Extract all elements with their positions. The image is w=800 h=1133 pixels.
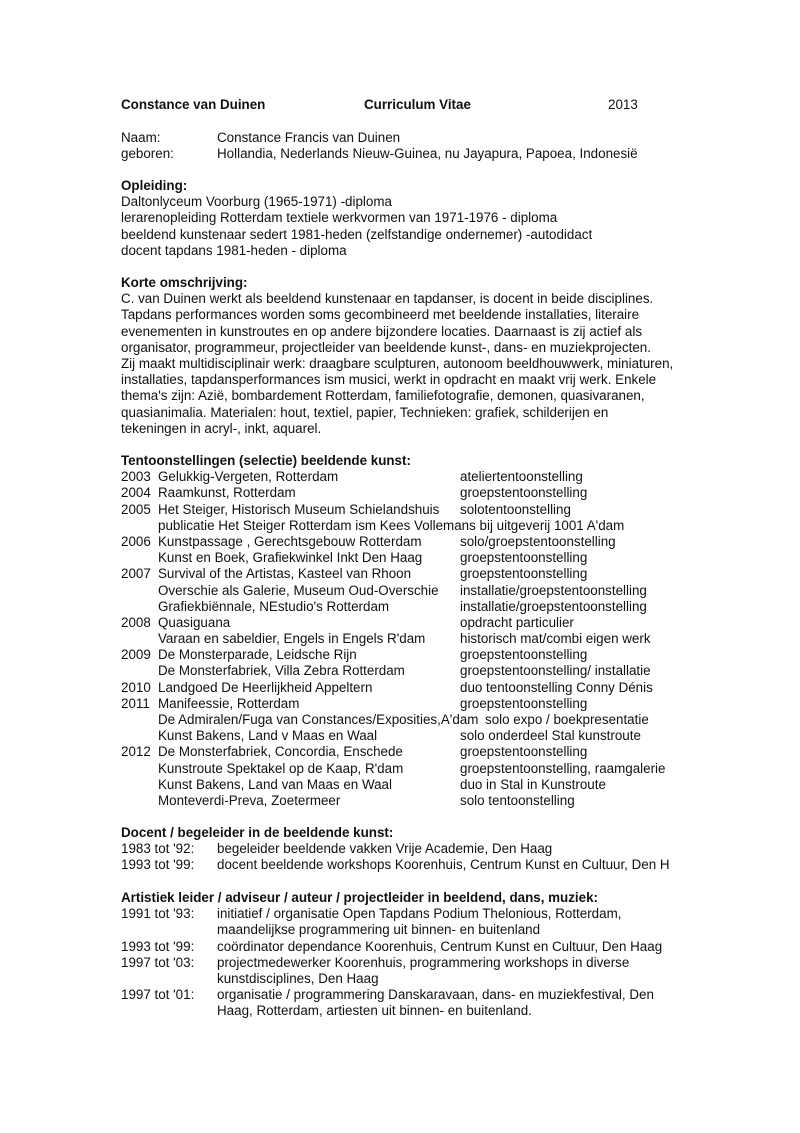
exhibition-title: Het Steiger, Historisch Museum Schielandshuis	[158, 501, 440, 517]
exhibition-type: groepstentoonstelling, raamgalerie	[460, 760, 666, 776]
exhibition-row	[121, 550, 681, 566]
omschrijving-section	[121, 275, 673, 437]
exhibition-title: De Monsterfabriek, Concordia, Enschede	[158, 744, 403, 760]
artistiek-row	[121, 939, 681, 955]
geboren-value: Hollandia, Nederlands Nieuw-Guinea, nu Jayapura, Papoea, Indonesië	[217, 146, 638, 161]
exhibition-type: groepstentoonstelling	[460, 695, 588, 711]
tentoonstellingen-section	[121, 453, 681, 809]
header-year: 2013	[608, 97, 638, 112]
naam-value: Constance Francis van Duinen	[217, 130, 401, 145]
exhibition-year: 2009	[121, 647, 151, 663]
exhibition-row	[121, 663, 681, 679]
exhibition-title: Kunstroute Spektakel op de Kaap, R'dam	[158, 760, 404, 776]
artistiek-period: 1991 tot '93:	[121, 906, 195, 922]
exhibition-title: Kunstpassage , Gerechtsgebouw Rotterdam	[158, 533, 422, 549]
exhibition-row	[121, 599, 681, 615]
header-name: Constance van Duinen	[121, 97, 266, 112]
omschrijving-line: C. van Duinen werkt als beeldend kunstenaar en tapdanser, is docent in beide disciplines.	[121, 291, 654, 307]
docent-text: docent beeldende workshops Koorenhuis, Centrum Kunst en Cultuur, Den H	[217, 857, 670, 873]
exhibition-year: 2004	[121, 485, 151, 501]
opleiding-line: docent tapdans 1981-heden - diploma	[121, 242, 347, 258]
docent-row	[121, 857, 681, 873]
exhibition-type: solo onderdeel Stal kunstroute	[460, 728, 641, 744]
exhibition-row	[121, 777, 681, 793]
geboren-label: geboren:	[121, 146, 174, 161]
exhibition-type: groepstentoonstelling	[460, 550, 588, 566]
opleiding-line: lerarenopleiding Rotterdam textiele werkvormen van 1971-1976 - diploma	[121, 210, 558, 226]
exhibition-title: De Monsterparade, Leidsche Rijn	[158, 647, 357, 663]
exhibition-type: historisch mat/combi eigen werk	[460, 631, 651, 647]
artistiek-period: 1997 tot '01:	[121, 987, 195, 1003]
omschrijving-line: thema's zijn: Azië, bombardement Rotterdam, familiefotografie, demonen, quasivaranen,	[121, 388, 645, 404]
artistiek-text: maandelijkse programmering uit binnen- en buitenland	[217, 922, 541, 938]
exhibition-type: solo tentoonstelling	[460, 792, 575, 808]
exhibition-title: Kunst Bakens, Land van Maas en Waal	[158, 776, 392, 792]
exhibition-row	[121, 485, 681, 501]
exhibition-row	[121, 793, 681, 809]
artistiek-heading: Artistiek leider / adviseur / auteur / projectleider in beeldend, dans, muziek:	[121, 890, 598, 905]
omschrijving-line: quasianimalia. Materialen: hout, textiel, papier, Technieken: grafiek, schilderijen en	[121, 404, 609, 420]
exhibition-row	[121, 761, 681, 777]
artistiek-row	[121, 971, 681, 987]
artistiek-row	[121, 955, 681, 971]
docent-heading: Docent / begeleider in de beeldende kunst:	[121, 825, 394, 840]
opleiding-section	[121, 178, 592, 259]
exhibition-year: 2008	[121, 614, 151, 630]
docent-text: begeleider beeldende vakken Vrije Academie, Den Haag	[217, 841, 553, 857]
exhibition-title: publicatie Het Steiger Rotterdam ism Kees Vollemans bij uitgeverij 1001 A'dam	[158, 517, 625, 533]
exhibition-title: Kunst en Boek, Grafiekwinkel Inkt Den Haag	[158, 550, 423, 566]
tentoonstellingen-heading: Tentoonstellingen (selectie) beeldende kunst:	[121, 453, 411, 468]
artistiek-period: 1993 tot '99:	[121, 938, 195, 954]
exhibition-row	[121, 728, 681, 744]
exhibition-title: De Monsterfabriek, Villa Zebra Rotterdam	[158, 663, 405, 679]
exhibition-year: 2003	[121, 469, 151, 485]
omschrijving-line: tekeningen in acryl-, inkt, aquarel.	[121, 420, 322, 436]
exhibition-title: Manifeessie, Rotterdam	[158, 695, 300, 711]
exhibition-row	[121, 680, 681, 696]
artistiek-section	[121, 890, 681, 1020]
exhibition-row	[121, 534, 681, 550]
exhibition-year: 2006	[121, 533, 151, 549]
exhibition-row	[121, 502, 681, 518]
omschrijving-line: evenementen in kunstroutes en op andere bijzondere locaties. Daarnaast is zij actief als	[121, 323, 643, 339]
exhibition-row	[121, 518, 681, 534]
artistiek-row	[121, 1003, 681, 1019]
artistiek-text: kunstdisciplines, Den Haag	[217, 970, 379, 986]
exhibition-type: solo/groepstentoonstelling	[460, 533, 616, 549]
exhibition-row	[121, 647, 681, 663]
exhibition-year: 2010	[121, 679, 151, 695]
exhibition-title: Grafiekbiënnale, NEstudio's Rotterdam	[158, 598, 390, 614]
omschrijving-line: installaties, tapdansperformances ism musici, werkt in opdracht en maakt vrij werk. Enkele	[121, 372, 657, 388]
exhibition-year: 2011	[121, 695, 150, 711]
artistiek-text: projectmedewerker Koorenhuis, programmering workshops in diverse	[217, 954, 630, 970]
exhibition-type: groepstentoonstelling	[460, 744, 588, 760]
exhibition-title: Landgoed De Heerlijkheid Appeltern	[158, 679, 373, 695]
artistiek-text: organisatie / programmering Danskaravaan, dans- en muziekfestival, Den	[217, 987, 654, 1003]
exhibition-type: solotentoonstelling	[460, 501, 571, 517]
exhibition-row	[121, 469, 681, 485]
exhibition-row	[121, 615, 681, 631]
exhibition-type: opdracht particulier	[460, 614, 574, 630]
exhibition-row	[121, 712, 681, 728]
omschrijving-heading: Korte omschrijving:	[121, 275, 248, 290]
exhibition-title: De Admiralen/Fuga van Constances/Exposities,A'dam	[158, 712, 479, 727]
exhibition-type: groepstentoonstelling/ installatie	[460, 663, 651, 679]
artistiek-text: coördinator dependance Koorenhuis, Centrum Kunst en Cultuur, Den Haag	[217, 938, 663, 954]
exhibition-title: Quasiguana	[158, 614, 231, 630]
artistiek-text: initiatief / organisatie Open Tapdans Podium Thelonious, Rotterdam,	[217, 906, 622, 922]
exhibition-type: solo expo / boekpresentatie	[485, 712, 649, 727]
docent-period: 1983 tot '92:	[121, 841, 195, 857]
header-title: Curriculum Vitae	[364, 97, 471, 112]
opleiding-line: Daltonlyceum Voorburg (1965-1971) -diploma	[121, 194, 392, 210]
exhibition-title: Kunst Bakens, Land v Maas en Waal	[158, 728, 378, 744]
exhibition-type: groepstentoonstelling	[460, 485, 588, 501]
exhibition-type: installatie/groepstentoonstelling	[460, 598, 647, 614]
exhibition-row	[121, 744, 681, 760]
exhibition-title: Varaan en sabeldier, Engels in Engels R'dam	[158, 631, 426, 647]
artistiek-period: 1997 tot '03:	[121, 954, 195, 970]
artistiek-row	[121, 922, 681, 938]
artistiek-row	[121, 987, 681, 1003]
exhibition-row	[121, 696, 681, 712]
exhibition-row	[121, 566, 681, 582]
exhibition-type: ateliertentoonstelling	[460, 469, 583, 485]
exhibition-title: Survival of the Artistas, Kasteel van Rhoon	[158, 566, 412, 582]
docent-section	[121, 825, 681, 874]
opleiding-heading: Opleiding:	[121, 178, 188, 193]
omschrijving-line: Zij maakt multidisciplinair werk: draagbare sculpturen, autonoom beeldhouwwerk, miniaturen,	[121, 355, 674, 371]
exhibition-year: 2012	[121, 744, 151, 760]
omschrijving-line: organisator, programmeur, projectleider van beeldende kunst-, dans- en muziekprojecten.	[121, 339, 651, 355]
exhibition-row	[121, 583, 681, 599]
exhibition-row	[121, 631, 681, 647]
artistiek-row	[121, 906, 681, 922]
naam-label: Naam:	[121, 130, 161, 145]
artistiek-text: Haag, Rotterdam, artiesten uit binnen- en buitenland.	[217, 1003, 532, 1019]
exhibition-title: Monteverdi-Preva, Zoetermeer	[158, 792, 341, 808]
exhibition-title: Overschie als Galerie, Museum Oud-Overschie	[158, 582, 439, 598]
exhibition-title: Gelukkig-Vergeten, Rotterdam	[158, 469, 339, 485]
opleiding-line: beeldend kunstenaar sedert 1981-heden (zelfstandige ondernemer) -autodidact	[121, 226, 593, 242]
exhibition-type: groepstentoonstelling	[460, 566, 588, 582]
exhibition-year: 2005	[121, 501, 151, 517]
exhibition-year: 2007	[121, 566, 151, 582]
exhibition-type: duo tentoonstelling Conny Dénis	[460, 679, 653, 695]
exhibition-type: groepstentoonstelling	[460, 647, 588, 663]
exhibition-type: installatie/groepstentoonstelling	[460, 582, 647, 598]
exhibition-title: Raamkunst, Rotterdam	[158, 485, 296, 501]
docent-period: 1993 tot '99:	[121, 857, 195, 873]
omschrijving-line: Tapdans performances worden soms gecombineerd met beeldende installaties, literaire	[121, 307, 640, 323]
docent-row	[121, 841, 681, 857]
exhibition-type: duo in Stal in Kunstroute	[460, 776, 606, 792]
